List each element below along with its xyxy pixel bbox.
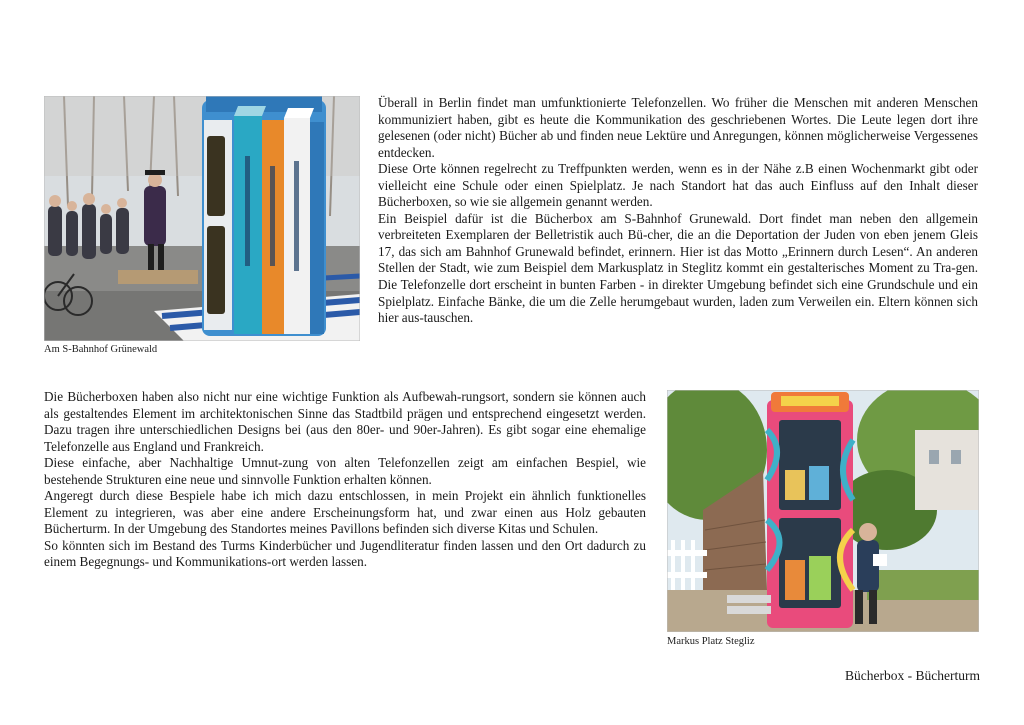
intro-paragraph-3: Ein Beispiel dafür ist die Bücherbox am S-Bahnhof Grunewald. Dort findet man neben den allgemein verbreiteten Exemplaren der Belletristik auch Bü-cher, die an die Deportation der Juden von eben jenem Gleis 17, das sich am Bahnhof Grunewald befindet, erinnern. Hier ist das Motto „Erinnern durch Lesen“. An anderen Stellen der Stadt, wie zum Beispiel dem Markusplatz in Steglitz kommt ein gestalterisches Moment zu Tra-gen. Die Telefonzelle dort erscheint in bunten Farben - in direkter Umgebung befindet sich eine Grundschule und ein Spielplatz. Einfache Bänke, die um die Zelle herumgebaut wurden, laden zum Verweilen ein. Eltern können sich hier aus-tauschen. (378, 210, 978, 326)
photo-caption-grunewald: Am S-Bahnhof Grünewald (44, 344, 158, 355)
photo-markusplatz (667, 390, 979, 632)
photo-grunewald-image (44, 96, 360, 341)
intro-text (378, 95, 978, 327)
intro-paragraph-1: Überall in Berlin findet man umfunktionierte Telefonzellen. Wo früher die Menschen mit anderen Menschen kommuniziert haben, gibt es heute die Kommunikation des geschriebenen Wortes. Die Leute legen dort ihre gelesenen (oder nicht) Bücher ab und finden neue Lektüre und Anregungen, können möglicherweise Vergessenes entdecken. (378, 95, 978, 160)
body-paragraph-2: Diese einfache, aber Nachhaltige Umnut-zung von alten Telefonzellen zeigt am einfachen Bespiel, wie bestehende Strukturen eine neue und sinnvolle Funktion erhalten können. (44, 455, 646, 487)
body-paragraph-3: Angeregt durch diese Bespiele habe ich mich dazu entschlossen, in mein Projekt ein ähnlich funktionelles Element zu integrieren, was aber eine andere Erscheinungsform hat, und zwar einen aus Holz gebauten Bücherturm. In der Umgebung des Standortes meines Pavillons befinden sich diverse Kitas und Schulen. (44, 488, 646, 537)
body-paragraph-1: Die Bücherboxen haben also nicht nur eine wichtige Funktion als Aufbewah-rungsort, sondern sie können auch als gestaltendes Element im architektonischen Sinne das Stadtbild prägen und entsprechend eingesetzt werden. Dazu tragen ihre unterschiedlichen Designs bei (aus den 80er- und 90er-Jahren). Es gibt sogar eine ehemalige Telefonzelle aus England und Frankreich. (44, 389, 646, 454)
photo-markusplatz-image (667, 390, 979, 632)
body-text (44, 389, 646, 571)
photo-grunewald (44, 96, 360, 341)
photo-caption-markusplatz: Markus Platz Stegliz (667, 636, 755, 647)
intro-paragraph-2: Diese Orte können regelrecht zu Treffpunkten werden, wenn es in der Nähe z.B einen Wochenmarkt gibt oder vielleicht eine Schule oder einen Spielplatz. Je nach Standort hat das auch Einfluss auf den Inhalt dieser Bücherboxen, so wie sie allgemein genannt werden. (378, 161, 978, 210)
page-footer-title: Bücherbox - Bücherturm (845, 668, 980, 683)
body-paragraph-4: So könnten sich im Bestand des Turms Kinderbücher und Jugendliteratur finden lassen und den Ort dadurch zu einem Begegnungs- und Kommunikations-ort werden lassen. (44, 537, 646, 570)
